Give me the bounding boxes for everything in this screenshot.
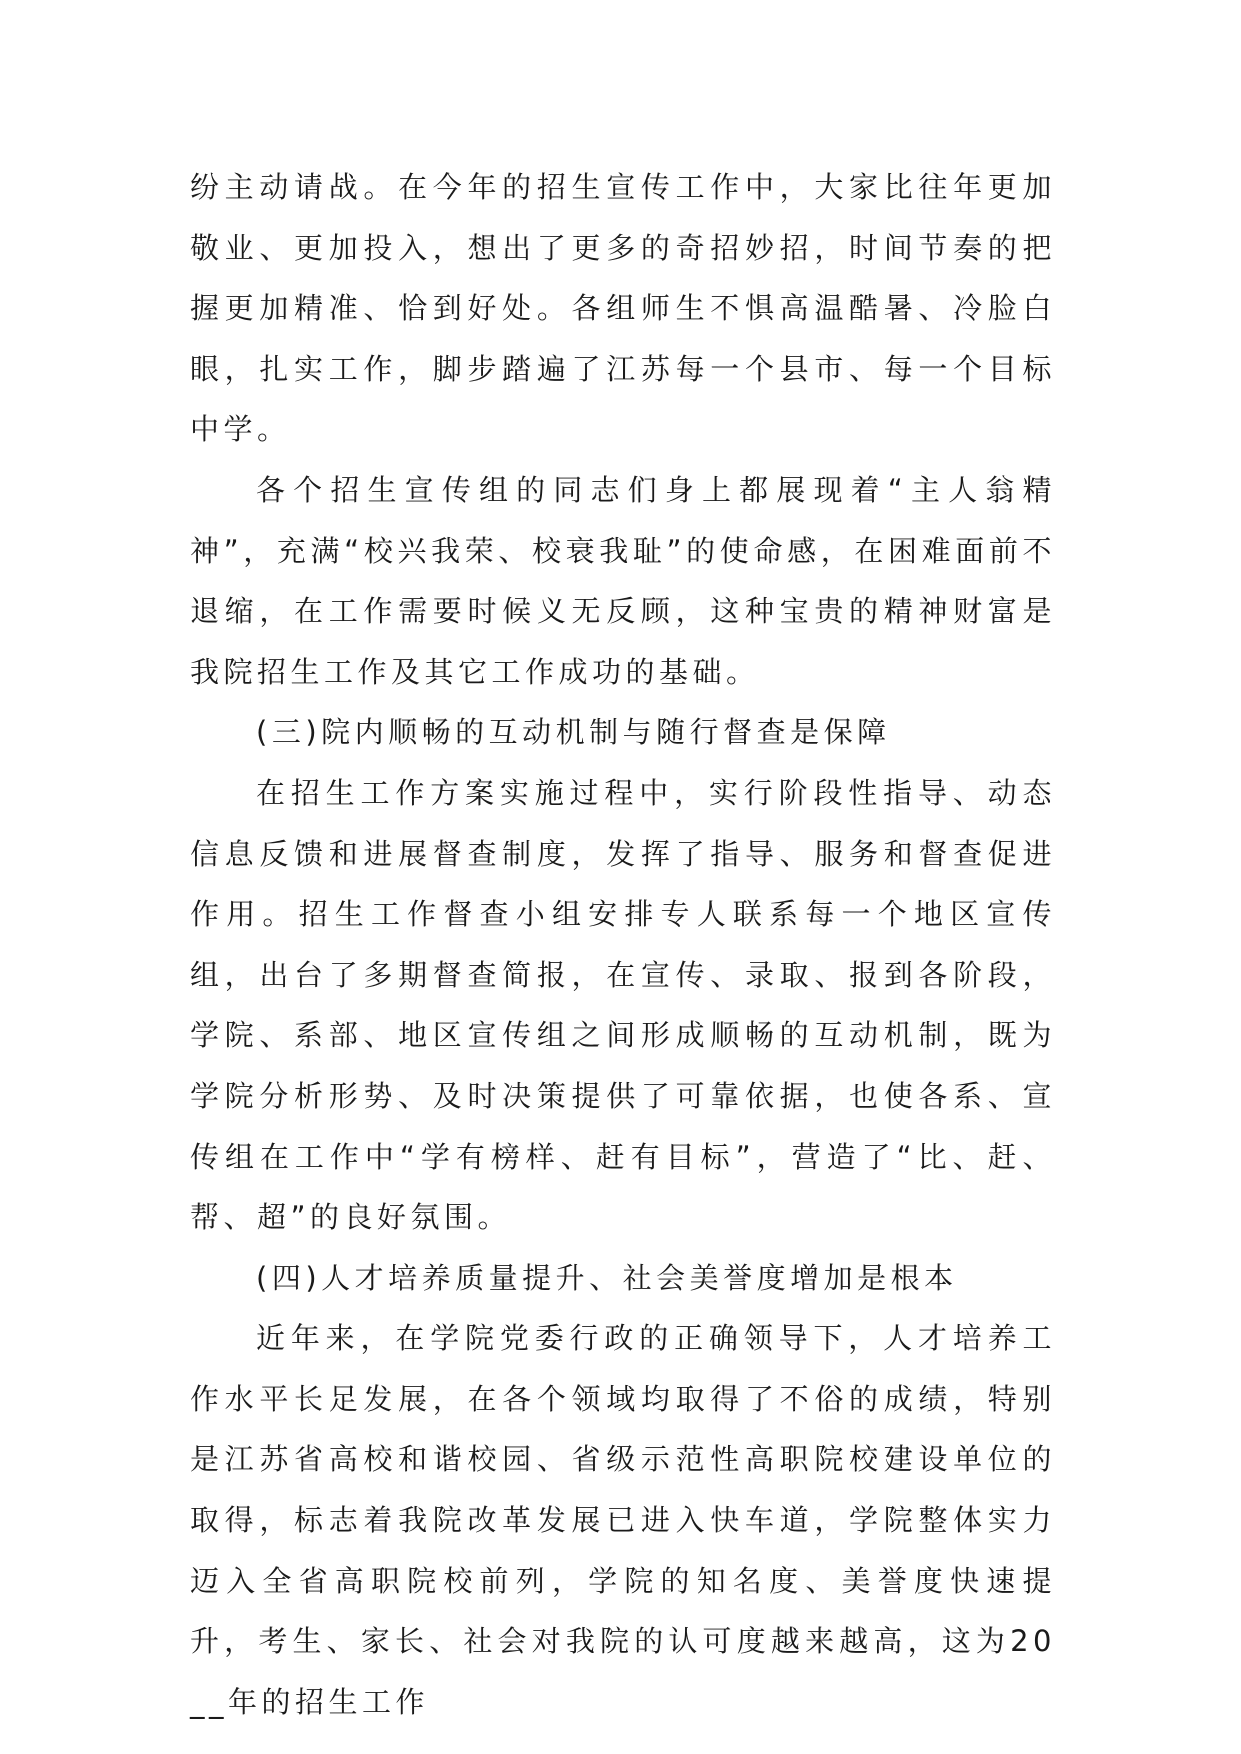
document-body [190,157,1056,1732]
section-heading-3: (三)院内顺畅的互动机制与随行督查是保障 [256,715,891,750]
paragraph-quality: 近年来，在学院党委行政的正确领导下，人才培养工作水平长足发展，在各个领域均取得了不俗的成绩，特别是江苏省高校和谐校园、省级示范性高职院校建设单位的取得，标志着我院改革发展已进入快车道，学院整体实力迈入全省高职院校前列，学院的知名度、美誉度快速提升，考生、家长、社会对我院的认可度越来越高，这为20__年的招生工作 [190,1321,1056,1719]
section-heading-4: (四)人才培养质量提升、社会美誉度增加是根本 [256,1260,958,1295]
paragraph-continuation: 纷主动请战。在今年的招生宣传工作中，大家比往年更加敬业、更加投入，想出了更多的奇招妙招，时间节奏的把握更加精准、恰到好处。各组师生不惧高温酷暑、冷脸白眼，扎实工作，脚步踏遍了江苏每一个县市、每一个目标中学。 [190,170,1056,447]
paragraph-spirit: 各个招生宣传组的同志们身上都展现着“主人翁精神”，充满“校兴我荣、校衰我耻”的使命感，在困难面前不退缩，在工作需要时候义无反顾，这种宝贵的精神财富是我院招生工作及其它工作成功的基础。 [190,472,1056,689]
paragraph-mechanism: 在招生工作方案实施过程中，实行阶段性指导、动态信息反馈和进展督查制度，发挥了指导、服务和督查促进作用。招生工作督查小组安排专人联系每一个地区宣传组，出台了多期督查简报，在宣传、录取、报到各阶段，学院、系部、地区宣传组之间形成顺畅的互动机制，既为学院分析形势、及时决策提供了可靠依据，也使各系、宣传组在工作中“学有榜样、赶有目标”，营造了“比、赶、帮、超”的良好氛围。 [190,775,1056,1235]
